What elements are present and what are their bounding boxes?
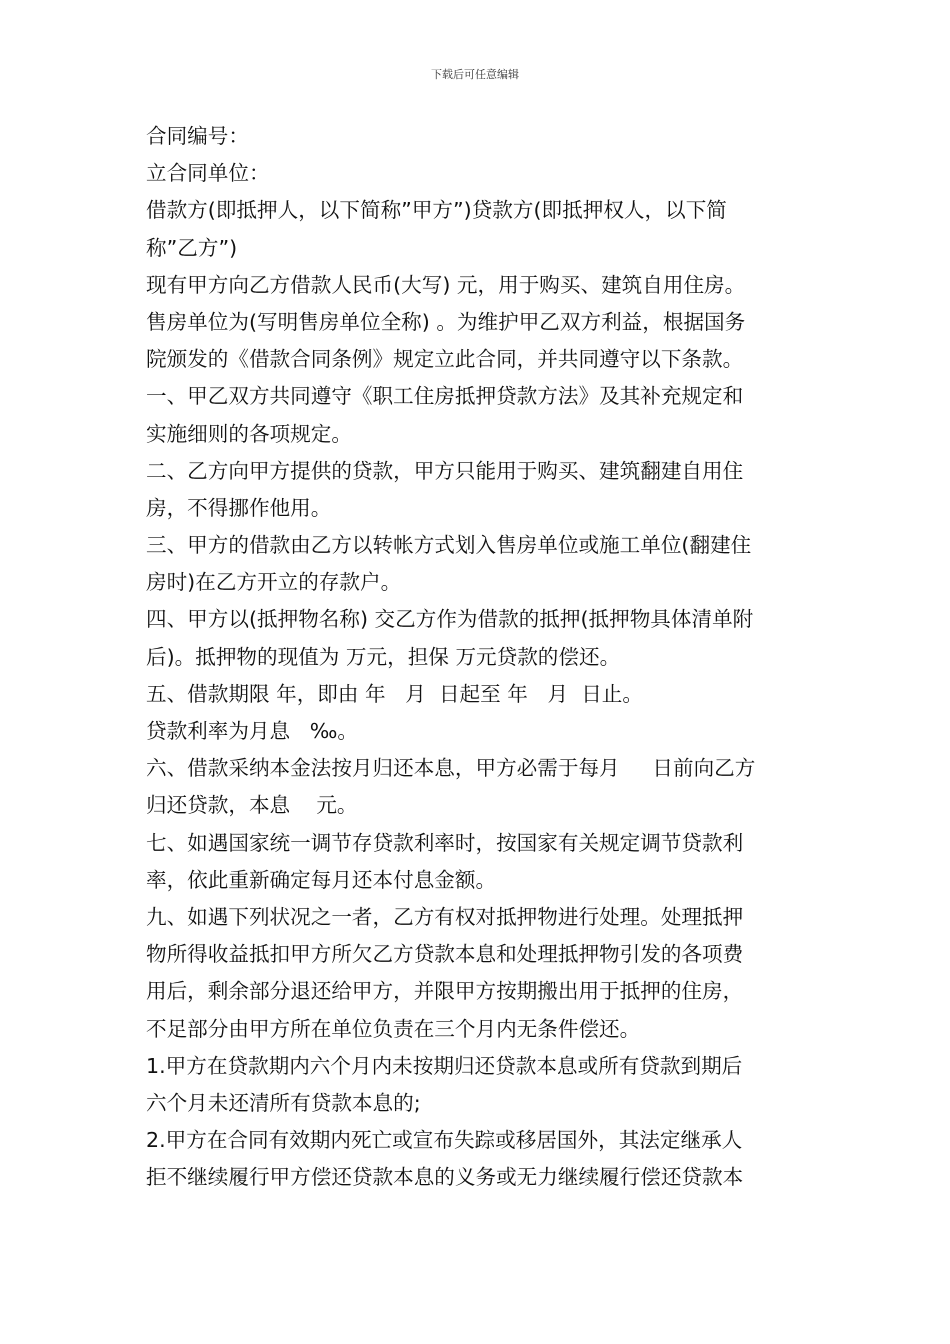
text-line: 院颁发的《借款合同条例》规定立此合同，并共同遵守以下条款。 xyxy=(146,347,744,372)
text-line: 售房单位为(写明售房单位全称) 。为维护甲乙双方利益，根据国务 xyxy=(146,309,746,334)
text-line: 房，不得挪作他用。 xyxy=(146,495,332,520)
text-line: 实施细则的各项规定。 xyxy=(146,421,352,446)
text-line: 称”乙方”) xyxy=(146,235,238,260)
text-line: 二、乙方向甲方提供的贷款，甲方只能用于购买、建筑翻建自用住 xyxy=(146,458,744,483)
text-line: 六、借款采纳本金法按月归还本息，甲方必需于每月 日前向乙方 xyxy=(146,756,756,781)
text-line: 用后，剩余部分退还给甲方，并限甲方按期搬出用于抵押的住房， xyxy=(146,979,744,1004)
text-line: 物所得收益抵扣甲方所欠乙方贷款本息和处理抵押物引发的各项费 xyxy=(146,942,744,967)
text-line: 六个月未还清所有贷款本息的; xyxy=(146,1090,421,1115)
text-line: 拒不继续履行甲方偿还贷款本息的义务或无力继续履行偿还贷款本 xyxy=(146,1165,744,1190)
text-line: 七、如遇国家统一调节存贷款利率时，按国家有关规定调节贷款利 xyxy=(146,830,744,855)
text-line: 房时)在乙方开立的存款户。 xyxy=(146,570,402,595)
text-line: 贷款利率为月息 ‰。 xyxy=(146,719,359,743)
text-line: 后)。抵押物的现值为 万元，担保 万元贷款的偿还。 xyxy=(146,644,621,669)
text-line: 立合同单位： xyxy=(146,161,270,186)
text-line: 2.甲方在合同有效期内死亡或宣布失踪或移居国外，其法定继承人 xyxy=(146,1128,743,1153)
text-line: 九、如遇下列状况之一者，乙方有权对抵押物进行处理。处理抵押 xyxy=(146,904,744,929)
header-note: 下载后可任意编辑 xyxy=(431,68,519,81)
text-line: 归还贷款，本息 元。 xyxy=(146,793,358,818)
text-line: 合同编号： xyxy=(146,124,249,148)
text-line: 四、甲方以(抵押物名称) 交乙方作为借款的抵押(抵押物具体清单附 xyxy=(146,607,754,632)
text-line: 五、借款期限 年，即由 年 月 日起至 年 月 日止。 xyxy=(146,681,643,706)
text-line: 率，依此重新确定每月还本付息金额。 xyxy=(146,867,497,892)
contract-body xyxy=(146,118,810,1196)
text-line: 现有甲方向乙方借款人民币(大写) 元，用于购买、建筑自用住房。 xyxy=(146,272,746,297)
text-line: 不足部分由甲方所在单位负责在三个月内无条件偿还。 xyxy=(146,1016,641,1041)
text-line: 三、甲方的借款由乙方以转帐方式划入售房单位或施工单位(翻建住 xyxy=(146,533,752,558)
text-line: 一、甲乙双方共同遵守《职工住房抵押贷款方法》及其补充规定和 xyxy=(146,384,744,409)
text-line: 借款方(即抵押人，以下简称”甲方”)贷款方(即抵押权人，以下简 xyxy=(146,198,727,223)
text-line: 1.甲方在贷款期内六个月内未按期归还贷款本息或所有贷款到期后 xyxy=(146,1053,743,1078)
